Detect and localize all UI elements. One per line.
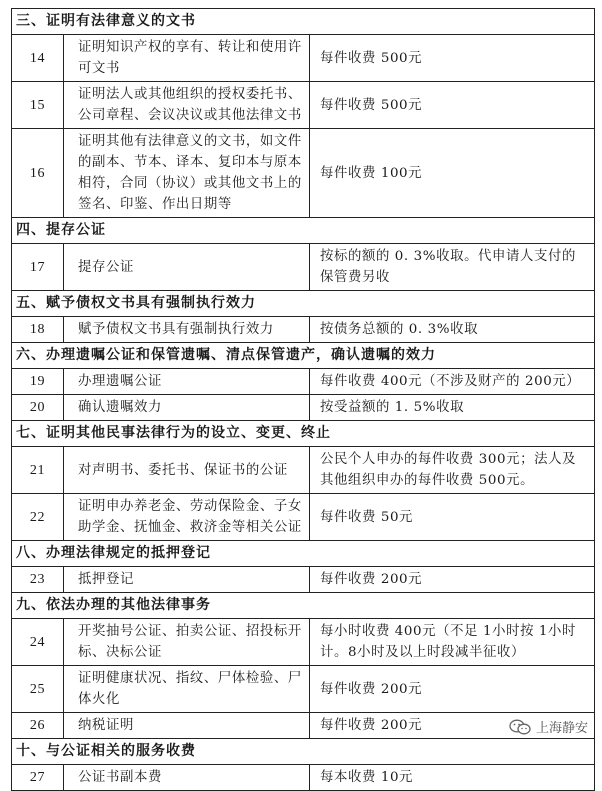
section-title: 四、提存公证 <box>12 218 595 244</box>
section-header <box>12 291 595 317</box>
item-description: 确认遗嘱效力 <box>64 395 310 421</box>
item-number: 24 <box>12 619 64 666</box>
table-row <box>12 447 595 494</box>
section-header <box>12 343 595 369</box>
item-fee: 按债务总额的 0. 3%收取 <box>310 317 595 343</box>
section-title: 八、办理法律规定的抵押登记 <box>12 541 595 567</box>
section-title: 十、与公证相关的服务收费 <box>12 739 595 765</box>
table-row <box>12 244 595 291</box>
item-number: 17 <box>12 244 64 291</box>
item-number: 16 <box>12 129 64 218</box>
table-row <box>12 619 595 666</box>
table-row <box>12 317 595 343</box>
item-fee: 每件收费 100元 <box>310 129 595 218</box>
table-row <box>12 494 595 541</box>
fee-table <box>11 8 595 791</box>
section-header <box>12 218 595 244</box>
table-row <box>12 395 595 421</box>
item-fee: 公民个人申办的每件收费 300元；法人及其他组织申办的每件收费 500元。 <box>310 447 595 494</box>
table-row <box>12 82 595 129</box>
item-number: 20 <box>12 395 64 421</box>
item-fee: 每小时收费 400元（不足 1小时按 1小时计。8小时及以上时段减半征收） <box>310 619 595 666</box>
item-fee: 按受益额的 1. 5%收取 <box>310 395 595 421</box>
item-description: 证明申办养老金、劳动保险金、子女助学金、抚恤金、救济金等相关公证 <box>64 494 310 541</box>
item-number: 26 <box>12 713 64 739</box>
section-title: 六、办理遗嘱公证和保管遗嘱、清点保管遗产，确认遗嘱的效力 <box>12 343 595 369</box>
item-description: 开奖抽号公证、拍卖公证、招投标开标、决标公证 <box>64 619 310 666</box>
table-row <box>12 567 595 593</box>
item-fee: 每件收费 50元 <box>310 494 595 541</box>
table-row <box>12 129 595 218</box>
item-description: 证明健康状况、指纹、尸体检验、尸体火化 <box>64 666 310 713</box>
watermark-text: 上海静安 <box>535 721 588 736</box>
item-description: 证明知识产权的享有、转让和使用许可文书 <box>64 35 310 82</box>
item-number: 23 <box>12 567 64 593</box>
item-description: 证明其他有法律意义的文书，如文件的副本、节本、译本、复印本与原本相符，合同（协议）或其他文书上的签名、印鉴、作出日期等 <box>64 129 310 218</box>
item-description: 证明法人或其他组织的授权委托书、公司章程、会议决议或其他法律文书 <box>64 82 310 129</box>
item-number: 27 <box>12 765 64 791</box>
item-fee: 每件收费 200元 <box>310 713 595 739</box>
table-row <box>12 666 595 713</box>
section-header <box>12 739 595 765</box>
item-fee: 每件收费 200元 <box>310 666 595 713</box>
section-header <box>12 9 595 35</box>
item-description: 提存公证 <box>64 244 310 291</box>
item-number: 14 <box>12 35 64 82</box>
item-fee: 每本收费 10元 <box>310 765 595 791</box>
table-row <box>12 765 595 791</box>
item-description: 赋予债权文书具有强制执行效力 <box>64 317 310 343</box>
item-fee: 每件收费 400元（不涉及财产的 200元） <box>310 369 595 395</box>
item-description: 公证书副本费 <box>64 765 310 791</box>
item-number: 21 <box>12 447 64 494</box>
section-title: 七、证明其他民事法律行为的设立、变更、终止 <box>12 421 595 447</box>
section-title: 五、赋予债权文书具有强制执行效力 <box>12 291 595 317</box>
item-number: 22 <box>12 494 64 541</box>
item-number: 18 <box>12 317 64 343</box>
item-number: 15 <box>12 82 64 129</box>
section-title: 九、依法办理的其他法律事务 <box>12 593 595 619</box>
table-row <box>12 713 595 739</box>
item-description: 抵押登记 <box>64 567 310 593</box>
section-header <box>12 541 595 567</box>
item-description: 纳税证明 <box>64 713 310 739</box>
item-fee: 每件收费 500元 <box>310 82 595 129</box>
item-fee: 每件收费 500元 <box>310 35 595 82</box>
section-header <box>12 593 595 619</box>
item-number: 25 <box>12 666 64 713</box>
section-title: 三、证明有法律意义的文书 <box>12 9 595 35</box>
table-row <box>12 369 595 395</box>
section-header <box>12 421 595 447</box>
item-fee: 每件收费 200元 <box>310 567 595 593</box>
watermark <box>509 717 588 736</box>
item-description: 办理遗嘱公证 <box>64 369 310 395</box>
table-row <box>12 35 595 82</box>
item-fee: 按标的额的 0. 3%收取。代申请人支付的保管费另收 <box>310 244 595 291</box>
item-description: 对声明书、委托书、保证书的公证 <box>64 447 310 494</box>
item-number: 19 <box>12 369 64 395</box>
wechat-icon <box>509 719 531 735</box>
